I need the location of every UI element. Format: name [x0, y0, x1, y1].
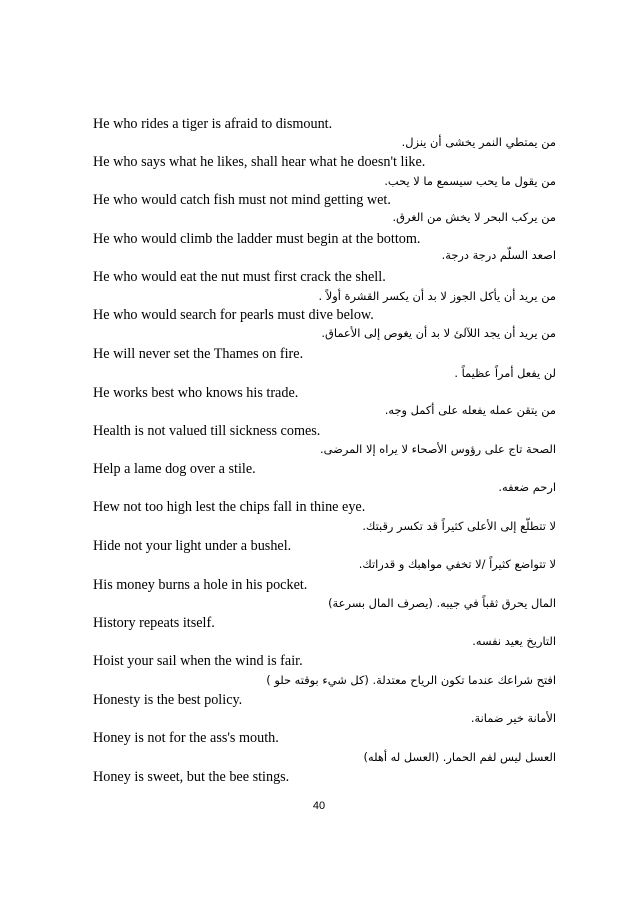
proverb-arabic: من يركب البحر لا يخش من الغرق.	[392, 210, 556, 224]
proverb-arabic: لا تتواضع كثيراً /لا تخفي مواهبك و قدراتك.	[358, 557, 556, 571]
proverb-arabic: العسل ليس لفم الحمار. (العسل له أهله)	[363, 750, 556, 764]
proverb-arabic: اصعد السلّم درجة درجة.	[441, 248, 556, 262]
proverb-english: Honey is not for the ass's mouth.	[93, 730, 279, 746]
proverb-english: Honey is sweet, but the bee stings.	[93, 769, 290, 785]
proverb-arabic: من يقول ما يحب سيسمع ما لا يحب.	[384, 174, 556, 188]
proverb-arabic: لن يفعل أمراً عظيماً .	[454, 366, 556, 380]
proverb-english: He will never set the Thames on fire.	[93, 346, 304, 362]
proverb-english: He who rides a tiger is afraid to dismount.	[93, 116, 333, 132]
proverb-english: He who would climb the ladder must begin at the bottom.	[93, 231, 421, 247]
proverb-english: He works best who knows his trade.	[93, 385, 299, 401]
proverb-arabic: من يريد أن يأكل الجوز لا بد أن يكسر القشرة أولاً .	[318, 289, 556, 303]
proverb-english: His money burns a hole in his pocket.	[93, 577, 308, 593]
proverb-english: He who says what he likes, shall hear what he doesn't like.	[93, 154, 426, 170]
proverb-arabic: المال يحرق ثقباً في جيبه. (يصرف المال بسرعة)	[328, 596, 556, 610]
proverb-arabic: الأمانة خير ضمانة.	[470, 711, 556, 725]
proverb-arabic: من يمتطي النمر يخشى أن ينزل.	[401, 135, 556, 149]
proverb-english: He who would search for pearls must dive below.	[93, 307, 374, 323]
proverb-english: Hew not too high lest the chips fall in thine eye.	[93, 499, 366, 515]
page-number: 40	[312, 800, 326, 812]
proverb-arabic: لا تتطلّع إلى الأعلى كثيراً قد تكسر رقبتك.	[362, 519, 556, 533]
proverb-english: Health is not valued till sickness comes.	[93, 423, 321, 439]
proverb-arabic: من يتقن عمله يفعله على أكمل وجه.	[384, 403, 556, 417]
proverb-english: History repeats itself.	[93, 615, 215, 631]
proverb-arabic: الصحة تاج على رؤوس الأصحاء لا يراه إلا المرضى.	[320, 442, 556, 456]
proverb-arabic: افتح شراعك عندما تكون الرياح معتدلة. (كل شيء بوقته حلو )	[266, 673, 556, 687]
proverb-english: Hide not your light under a bushel.	[93, 538, 292, 554]
proverb-english: He who would eat the nut must first crack the shell.	[93, 269, 386, 285]
proverb-english: Hoist your sail when the wind is fair.	[93, 653, 303, 669]
proverb-english: Honesty is the best policy.	[93, 692, 243, 708]
proverb-arabic: من يريد أن يجد اللآلئ لا بد أن يغوص إلى الأعماق.	[321, 326, 556, 340]
proverb-arabic: ارحم ضعفه.	[498, 480, 556, 494]
proverb-english: He who would catch fish must not mind getting wet.	[93, 192, 391, 208]
proverb-english: Help a lame dog over a stile.	[93, 461, 256, 477]
proverb-arabic: التاريخ يعيد نفسه.	[472, 634, 556, 648]
